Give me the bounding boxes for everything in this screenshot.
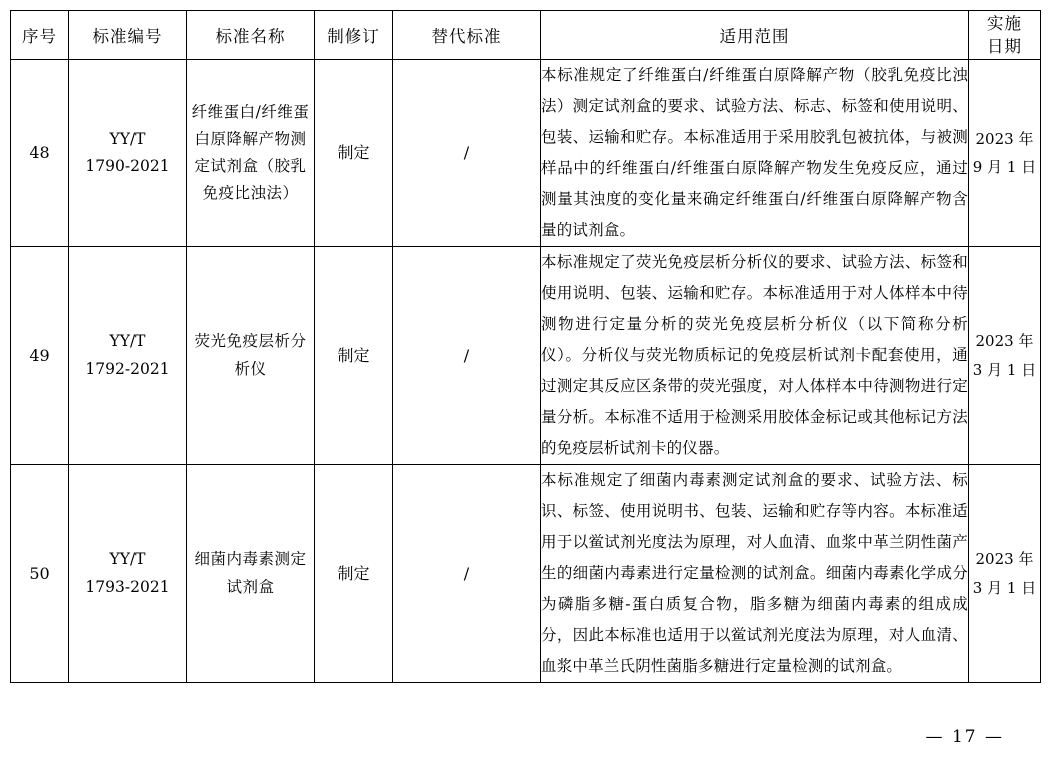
cell-code-line1: YY/T xyxy=(109,332,146,351)
cell-date xyxy=(969,465,1041,683)
column-header-replaces: 替代标准 xyxy=(393,11,541,60)
cell-date-line2: 3 月 1 日 xyxy=(972,578,1037,597)
cell-date-line2: 3 月 1 日 xyxy=(972,360,1037,379)
table-row xyxy=(11,60,1041,247)
cell-seq: 48 xyxy=(11,60,69,247)
cell-code-line2: 1792-2021 xyxy=(85,359,170,378)
cell-replaces: / xyxy=(393,247,541,465)
cell-code-line1: YY/T xyxy=(109,129,146,148)
table-row xyxy=(11,465,1041,683)
cell-replaces: / xyxy=(393,60,541,247)
table-row xyxy=(11,247,1041,465)
cell-scope: 本标准规定了荧光免疫层析分析仪的要求、试验方法、标签和使用说明、包装、运输和贮存。本标准适用于对人体样本中待测物进行定量分析的荧光免疫层析分析仪（以下简称分析仪）。分析仪与荧光物质标记的免疫层析试剂卡配套使用，通过测定其反应区条带的荧光强度，对人体样本中待测物进行定量分析。本标准不适用于检测采用胶体金标记或其他标记方法的免疫层析试剂卡的仪器。 xyxy=(541,247,969,465)
cell-date-line1: 2023 年 xyxy=(975,129,1034,148)
cell-seq: 49 xyxy=(11,247,69,465)
standards-table xyxy=(10,10,1041,683)
page-number: — 17 — xyxy=(925,727,1004,747)
cell-code xyxy=(69,60,187,247)
cell-scope: 本标准规定了细菌内毒素测定试剂盒的要求、试验方法、标识、标签、使用说明书、包装、运输和贮存等内容。本标准适用于以鲎试剂光度法为原理，对人血清、血浆中革兰阴性菌产生的细菌内毒素进行定量检测的试剂盒。细菌内毒素化学成分为磷脂多糖-蛋白质复合物，脂多糖为细菌内毒素的组成成分，因此本标准也适用于以鲎试剂光度法为原理，对人血清、血浆中革兰氏阴性菌脂多糖进行定量检测的试剂盒。 xyxy=(541,465,969,683)
cell-revision: 制定 xyxy=(315,465,393,683)
column-header-code: 标准编号 xyxy=(69,11,187,60)
column-header-seq: 序号 xyxy=(11,11,69,60)
cell-replaces: / xyxy=(393,465,541,683)
table-header-row xyxy=(11,11,1041,60)
cell-date-line1: 2023 年 xyxy=(975,550,1034,568)
column-header-scope: 适用范围 xyxy=(541,11,969,60)
column-header-date-line1: 实施 xyxy=(987,13,1022,33)
cell-date-line1: 2023 年 xyxy=(975,332,1034,350)
cell-date-line2: 9 月 1 日 xyxy=(972,158,1037,176)
column-header-name: 标准名称 xyxy=(187,11,315,60)
cell-date xyxy=(969,60,1041,247)
cell-name: 纤维蛋白/纤维蛋白原降解产物测定试剂盒（胶乳免疫比浊法） xyxy=(187,60,315,247)
cell-name: 荧光免疫层析分析仪 xyxy=(187,247,315,465)
cell-revision: 制定 xyxy=(315,247,393,465)
cell-scope: 本标准规定了纤维蛋白/纤维蛋白原降解产物（胶乳免疫比浊法）测定试剂盒的要求、试验方法、标志、标签和使用说明、包装、运输和贮存。本标准适用于采用胶乳包被抗体，与被测样品中的纤维蛋白/纤维蛋白原降解产物发生免疫反应，通过测量其浊度的变化量来确定纤维蛋白/纤维蛋白原降解产物含量的试剂盒。 xyxy=(541,60,969,247)
column-header-revision: 制修订 xyxy=(315,11,393,60)
cell-code xyxy=(69,465,187,683)
cell-code-line1: YY/T xyxy=(109,550,146,569)
cell-code-line2: 1793-2021 xyxy=(85,577,170,596)
cell-code-line2: 1790-2021 xyxy=(85,157,170,175)
cell-code xyxy=(69,247,187,465)
column-header-date-line2: 日期 xyxy=(987,37,1022,56)
column-header-date xyxy=(969,11,1041,60)
cell-revision: 制定 xyxy=(315,60,393,247)
cell-name: 细菌内毒素测定试剂盒 xyxy=(187,465,315,683)
cell-seq: 50 xyxy=(11,465,69,683)
cell-date xyxy=(969,247,1041,465)
